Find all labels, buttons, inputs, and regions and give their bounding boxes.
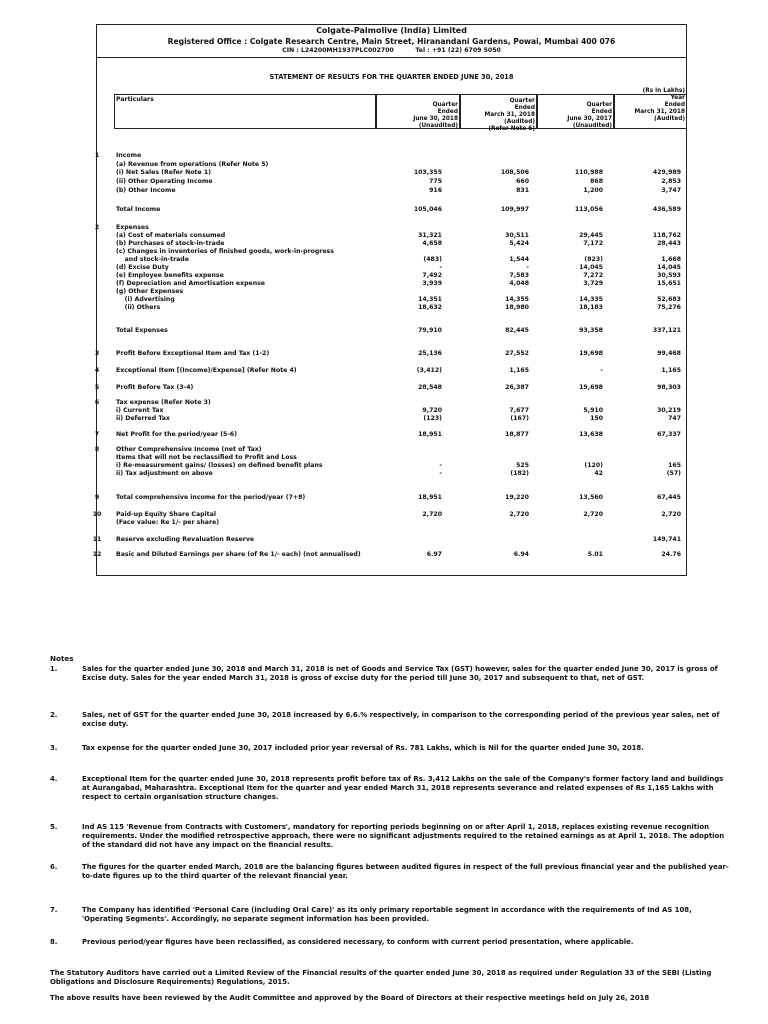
note-number: 3. [50, 744, 58, 752]
notes-title: Notes [50, 654, 74, 663]
row-label: Expenses [116, 224, 149, 231]
cell-value: 14,355 [505, 296, 529, 303]
cell-value: 831 [516, 187, 529, 194]
row-label: (f) Depreciation and Amortisation expense [116, 280, 265, 287]
cell-value: 5.01 [587, 551, 603, 558]
cell-value: 2,720 [661, 511, 681, 518]
cell-value: 6.94 [513, 551, 529, 558]
cell-value: 775 [429, 178, 442, 185]
note-text: Tax expense for the quarter ended June 30, 2017 included prior year reversal of Rs. 781 Lakhs, which is Nil for the quarter ended June 30, 2018. [82, 744, 644, 752]
cell-value: 7,583 [509, 272, 529, 279]
cell-value: 13,638 [579, 431, 603, 438]
cell-value: 19,698 [579, 350, 603, 357]
cell-value: 525 [516, 462, 529, 469]
row-label: (ii) Other Operating Income [116, 178, 213, 185]
row-number: 10 [92, 511, 102, 518]
cell-value: 7,172 [583, 240, 603, 247]
table-row [0, 384, 768, 393]
row-number: 9 [94, 494, 100, 501]
cell-value: 75,276 [657, 304, 681, 311]
cell-value: - [439, 462, 442, 469]
note-text: Previous period/year figures have been reclassified, as considered necessary, to conform with current period presentation, where applicable. [82, 938, 634, 946]
cell-value: 337,121 [652, 327, 681, 334]
cell-value: 14,045 [657, 264, 681, 271]
cell-value: - [526, 264, 529, 271]
row-label: ii) Deferred Tax [116, 415, 170, 422]
cell-value: 1,165 [661, 367, 681, 374]
column-header-2: Quarter Ended March 31, 2018 (Audited) (Refer Note 6) [484, 98, 535, 132]
cell-value: 3,939 [422, 280, 442, 287]
cell-value: - [600, 367, 603, 374]
row-number: 7 [94, 431, 100, 438]
cell-value: 3,729 [583, 280, 603, 287]
cell-value: 4,048 [509, 280, 529, 287]
cell-value: (182) [510, 470, 529, 477]
cell-value: 18,951 [418, 494, 442, 501]
cell-value: 2,720 [422, 511, 442, 518]
cell-value: 118,762 [652, 232, 681, 239]
particulars-header: Particulars [116, 96, 154, 103]
cell-value: 916 [429, 187, 442, 194]
row-number: 2 [94, 224, 100, 231]
cell-value: 18,877 [505, 431, 529, 438]
statement-title: STATEMENT OF RESULTS FOR THE QUARTER ENDED JUNE 30, 2018 [269, 73, 514, 81]
column-header-4: (Rs in Lakhs) Year Ended March 31, 2018 (Audited) [634, 88, 685, 122]
cell-value: 15,651 [657, 280, 681, 287]
table-row [0, 187, 768, 196]
table-row [0, 415, 768, 424]
cell-value: 1,544 [509, 256, 529, 263]
board-approval-note: The above results have been reviewed by the Audit Committee and approved by the Board of Directors at their respective meetings held on July 26, 2018 [50, 994, 650, 1002]
row-label: Paid-up Equity Share Capital [116, 511, 216, 518]
note-text: Exceptional Item for the quarter ended June 30, 2018 represents profit before tax of Rs. 3,412 Lakhs on the sale of the Company's former factory land and buildings at Aurangabad, Maharashtra. Exceptional Item for the quarter and year ended March 31, 2018 represents severance and related expenses of Rs 1,165 Lakhs with respect to certain organisation structure changes. [82, 775, 724, 801]
cell-value: 18,632 [418, 304, 442, 311]
cell-value: 4,658 [422, 240, 442, 247]
cell-value: 150 [590, 415, 603, 422]
cell-value: 79,910 [418, 327, 442, 334]
column-header-1: Quarter Ended June 30, 2018 (Unaudited) [413, 102, 458, 129]
row-label: Profit Before Tax (3-4) [116, 384, 194, 391]
cell-value: 5,424 [509, 240, 529, 247]
row-label: Total comprehensive income for the period/year (7+8) [116, 494, 306, 501]
table-row [0, 367, 768, 376]
cell-value: 105,046 [413, 206, 442, 213]
row-label: (g) Other Expenses [116, 288, 184, 295]
cell-value: 18,980 [505, 304, 529, 311]
cell-value: 30,593 [657, 272, 681, 279]
cell-value: 2,720 [509, 511, 529, 518]
cell-value: 165 [668, 462, 681, 469]
row-label: i) Re-measurement gains/ (losses) on defined benefit plans [116, 462, 323, 469]
row-label: Reserve excluding Revaluation Reserve [116, 536, 255, 543]
table-row [0, 519, 768, 528]
cell-value: 18,183 [579, 304, 603, 311]
row-label: Total Expenses [116, 327, 168, 334]
cell-value: 28,548 [418, 384, 442, 391]
cell-value: 14,335 [579, 296, 603, 303]
row-label: Other Comprehensive Income (net of Tax) [116, 446, 262, 453]
cell-value: (483) [423, 256, 442, 263]
cell-value: 3,747 [661, 187, 681, 194]
row-number: 11 [92, 536, 102, 543]
cell-value: (823) [584, 256, 603, 263]
row-number: 3 [94, 350, 100, 357]
cell-value: 30,511 [505, 232, 529, 239]
cell-value: 14,045 [579, 264, 603, 271]
cell-value: 19,220 [505, 494, 529, 501]
row-label: (i) Advertising [116, 296, 175, 303]
row-label: Basic and Diluted Earnings per share (of Re 1/- each) (not annualised) [116, 551, 361, 558]
row-label: (d) Excise Duty [116, 264, 169, 271]
table-row [0, 494, 768, 503]
cell-value: 660 [516, 178, 529, 185]
cell-value: 13,560 [579, 494, 603, 501]
cell-value: 1,668 [661, 256, 681, 263]
cell-value: (57) [666, 470, 681, 477]
cell-value: 9,720 [422, 407, 442, 414]
table-row [0, 470, 768, 479]
table-row [0, 304, 768, 313]
row-label: (b) Other Income [116, 187, 176, 194]
cell-value: 31,321 [418, 232, 442, 239]
cell-value: 436,589 [652, 206, 681, 213]
cell-value: 7,677 [509, 407, 529, 414]
cell-value: 110,988 [574, 169, 603, 176]
cell-value: 6.97 [426, 551, 442, 558]
row-label: (ii) Others [116, 304, 161, 311]
cell-value: 30,219 [657, 407, 681, 414]
auditor-review-note: The Statutory Auditors have carried out a Limited Review of the Financial results of the quarter ended June 30, 2018 as required under Regulation 33 of the SEBI (Listing Obligations and Disclosure Requirements) Regulations, 2015. [50, 969, 712, 986]
cell-value: 27,552 [505, 350, 529, 357]
cin-tel: CIN : L24200MH1937PLC002700 Tel : +91 (22) 6709 5050 [282, 47, 501, 54]
registered-office: Registered Office : Colgate Research Centre, Main Street, Hiranandani Gardens, Powai, Mumbai 400 076 [167, 37, 616, 46]
cell-value: 25,136 [418, 350, 442, 357]
cell-value: 82,445 [505, 327, 529, 334]
row-label: Total Income [116, 206, 161, 213]
cell-value: 14,351 [418, 296, 442, 303]
row-label: (b) Purchases of stock-in-trade [116, 240, 225, 247]
cell-value: (120) [584, 462, 603, 469]
table-row [0, 327, 768, 336]
note-number: 6. [50, 863, 58, 871]
cell-value: 5,910 [583, 407, 603, 414]
cell-value: 2,720 [583, 511, 603, 518]
cell-value: 29,445 [579, 232, 603, 239]
cell-value: 52,683 [657, 296, 681, 303]
cell-value: 7,492 [422, 272, 442, 279]
row-label: Profit Before Exceptional Item and Tax (1-2) [116, 350, 270, 357]
row-label: (a) Revenue from operations (Refer Note 5) [116, 161, 269, 168]
note-text: Ind AS 115 'Revenue from Contracts with Customers', mandatory for reporting periods beginning on or after April 1, 2018, replaces existing revenue recognition requirements. Under the modified retrospective approach, there were no significant adjustments required to the retained earnings as at April 1, 2018. The adoption of the standard did not have any impact on the financial results. [82, 823, 725, 849]
note-number: 2. [50, 711, 58, 719]
row-label: (c) Changes in inventories of finished goods, work-in-progress [116, 248, 334, 255]
note-number: 5. [50, 823, 58, 831]
cell-value: 18,951 [418, 431, 442, 438]
row-label: (a) Cost of materials consumed [116, 232, 226, 239]
cell-value: 67,337 [657, 431, 681, 438]
cell-value: 108,506 [500, 169, 529, 176]
row-label: Net Profit for the period/year (5-6) [116, 431, 238, 438]
table-row [0, 551, 768, 560]
cell-value: 429,989 [652, 169, 681, 176]
cell-value: 98,303 [657, 384, 681, 391]
cell-value: 103,355 [413, 169, 442, 176]
cell-value: 28,443 [657, 240, 681, 247]
row-label: Tax expense (Refer Note 3) [116, 399, 211, 406]
company-name: Colgate-Palmolive (India) Limited [316, 26, 467, 35]
row-label: (i) Net Sales (Refer Note 1) [116, 169, 211, 176]
cell-value: 113,056 [574, 206, 603, 213]
cell-value: 868 [590, 178, 603, 185]
note-number: 7. [50, 906, 58, 914]
note-text: Sales for the quarter ended June 30, 2018 and March 31, 2018 is net of Goods and Service Tax (GST) however, sales for the quarter ended June 30, 2017 is gross of Excise duty. Sales for the year ended March 31, 2018 is gross of excise duty for the period till June 30, 2017 and subsequent to that, net of GST. [82, 665, 718, 682]
row-label: and stock-in-trade [116, 256, 189, 263]
note-text: The Company has identified 'Personal Care (including Oral Care)' as its only primary reportable segment in accordance with the requirements of Ind AS 108, 'Operating Segments'. Accordingly, no separate segment information has been provided. [82, 906, 692, 923]
cell-value: 19,698 [579, 384, 603, 391]
row-label: (Face value: Re 1/- per share) [116, 519, 220, 526]
row-label: Income [116, 152, 142, 159]
table-row [0, 206, 768, 215]
note-text: The figures for the quarter ended March, 2018 are the balancing figures between audited figures in respect of the full previous financial year and the published year-to-date figures up to the third quarter of the relevant financial year. [82, 863, 729, 880]
row-label: Items that will not be reclassified to Profit and Loss [116, 454, 297, 461]
note-number: 1. [50, 665, 58, 673]
cell-value: 24.76 [661, 551, 681, 558]
cell-value: 99,468 [657, 350, 681, 357]
row-label: Exceptional Item [(Income)/Expense] (Refer Note 4) [116, 367, 297, 374]
cell-value: (167) [510, 415, 529, 422]
row-number: 8 [94, 446, 100, 453]
cell-value: 1,200 [583, 187, 603, 194]
table-row [0, 169, 768, 178]
cell-value: - [439, 470, 442, 477]
cell-value: 42 [594, 470, 603, 477]
cell-value: 67,445 [657, 494, 681, 501]
column-header-3: Quarter Ended June 30, 2017 (Unaudited) [567, 102, 612, 129]
table-row [0, 350, 768, 359]
row-label: ii) Tax adjustment on above [116, 470, 213, 477]
note-number: 4. [50, 775, 58, 783]
table-row [0, 431, 768, 440]
row-number: 6 [94, 399, 100, 406]
cell-value: 109,997 [500, 206, 529, 213]
row-number: 1 [94, 152, 100, 159]
header-divider [96, 57, 687, 58]
cell-value: 1,165 [509, 367, 529, 374]
row-label: (e) Employee benefits expense [116, 272, 224, 279]
row-number: 12 [92, 551, 102, 558]
cell-value: 149,741 [652, 536, 681, 543]
note-number: 8. [50, 938, 58, 946]
cell-value: 7,272 [583, 272, 603, 279]
note-text: Sales, net of GST for the quarter ended June 30, 2018 increased by 6.6.% respectively, in comparison to the corresponding period of the previous year sales, net of excise duty. [82, 711, 720, 728]
cell-value: 26,387 [505, 384, 529, 391]
row-number: 4 [94, 367, 100, 374]
cell-value: (3,412) [416, 367, 442, 374]
row-number: 5 [94, 384, 100, 391]
cell-value: 747 [668, 415, 681, 422]
cell-value: 2,853 [661, 178, 681, 185]
row-label: i) Current Tax [116, 407, 164, 414]
table-row [0, 536, 768, 545]
table-row [0, 178, 768, 187]
table-row [0, 152, 768, 161]
cell-value: 93,358 [579, 327, 603, 334]
cell-value: - [439, 264, 442, 271]
cell-value: (123) [423, 415, 442, 422]
